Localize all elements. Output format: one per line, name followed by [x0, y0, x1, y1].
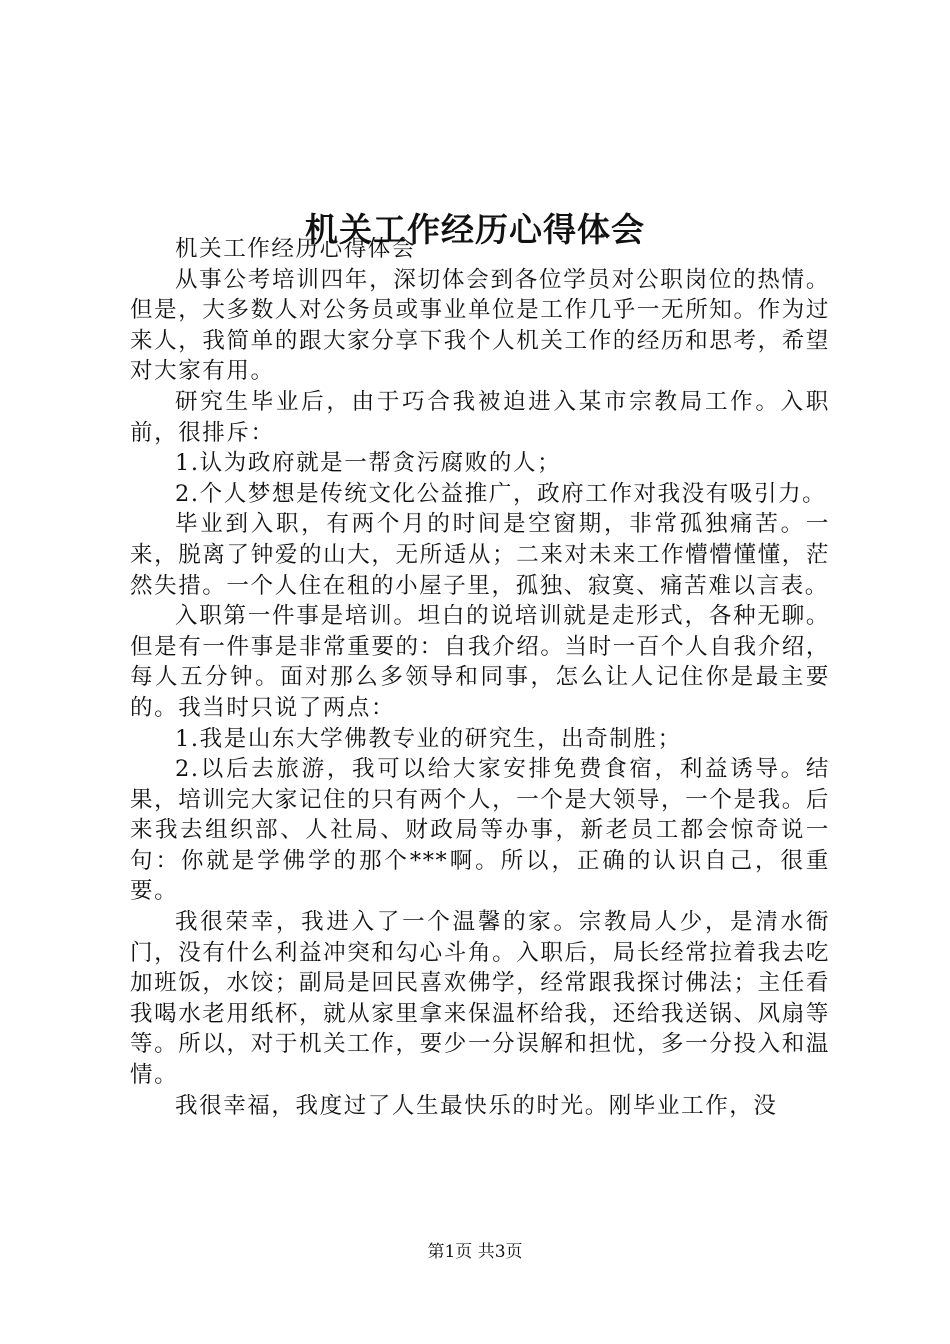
list-item: 1.我是山东大学佛教专业的研究生，出奇制胜；: [175, 725, 682, 752]
paragraph: 研究生毕业后，由于巧合我被迫进入某市宗教局工作。入职前，很排斥：: [130, 388, 830, 446]
list-item: 2.以后去旅游，我可以给大家安排免费食宿，利益诱导。结果，培训完大家记住的只有两个人，一个是大领导，一个是我。后来我去组织部、人社局、财政局等办事，新老员工都会惊奇说一句：你就是学佛学的那个***啊。所以，正确的认识自己，很重要。: [130, 756, 830, 905]
paragraph: 我很荣幸，我进入了一个温馨的家。宗教局人少，是清水衙门，没有什么利益冲突和勾心斗角。入职后，局长经常拉着我去吃加班饭，水饺；副局是回民喜欢佛学，经常跟我探讨佛法；主任看我喝水老用纸杯，就从家里拿来保温杯给我，还给我送锅、风扇等等。所以，对于机关工作，要少一分误解和担忧，多一分投入和温情。: [130, 909, 830, 1089]
paragraph: 从事公考培训四年，深切体会到各位学员对公职岗位的热情。但是，大多数人对公务员或事业单位是工作几乎一无所知。作为过来人，我简单的跟大家分享下我个人机关工作的经历和思考，希望对大家有用。: [130, 266, 830, 385]
paragraph: 入职第一件事是培训。坦白的说培训就是走形式，各种无聊。但是有一件事是非常重要的：自我介绍。当时一百个人自我介绍，每人五分钟。面对那么多领导和同事，怎么让人记住你是最主要的。我当时只说了两点：: [130, 603, 830, 721]
paragraph-subtitle: 机关工作经历心得体会: [175, 236, 417, 262]
list-item: 2.个人梦想是传统文化公益推广，政府工作对我没有吸引力。: [175, 480, 827, 507]
paragraph: 毕业到入职，有两个月的时间是空窗期，非常孤独痛苦。一来，脱离了钟爱的山大，无所适从；二来对未来工作懵懵懂懂，茫然失措。一个人住在租的小屋子里，孤独、寂寞、痛苦难以言表。: [130, 511, 830, 599]
list-item: 1.认为政府就是一帮贪污腐败的人；: [175, 450, 562, 477]
document-title: 机关工作经历心得体会: [305, 210, 645, 250]
paragraph: 我很幸福，我度过了人生最快乐的时光。刚毕业工作，没: [175, 1092, 778, 1119]
page-number-footer: 第1页 共3页: [427, 1242, 523, 1262]
document-body: [130, 234, 830, 1121]
